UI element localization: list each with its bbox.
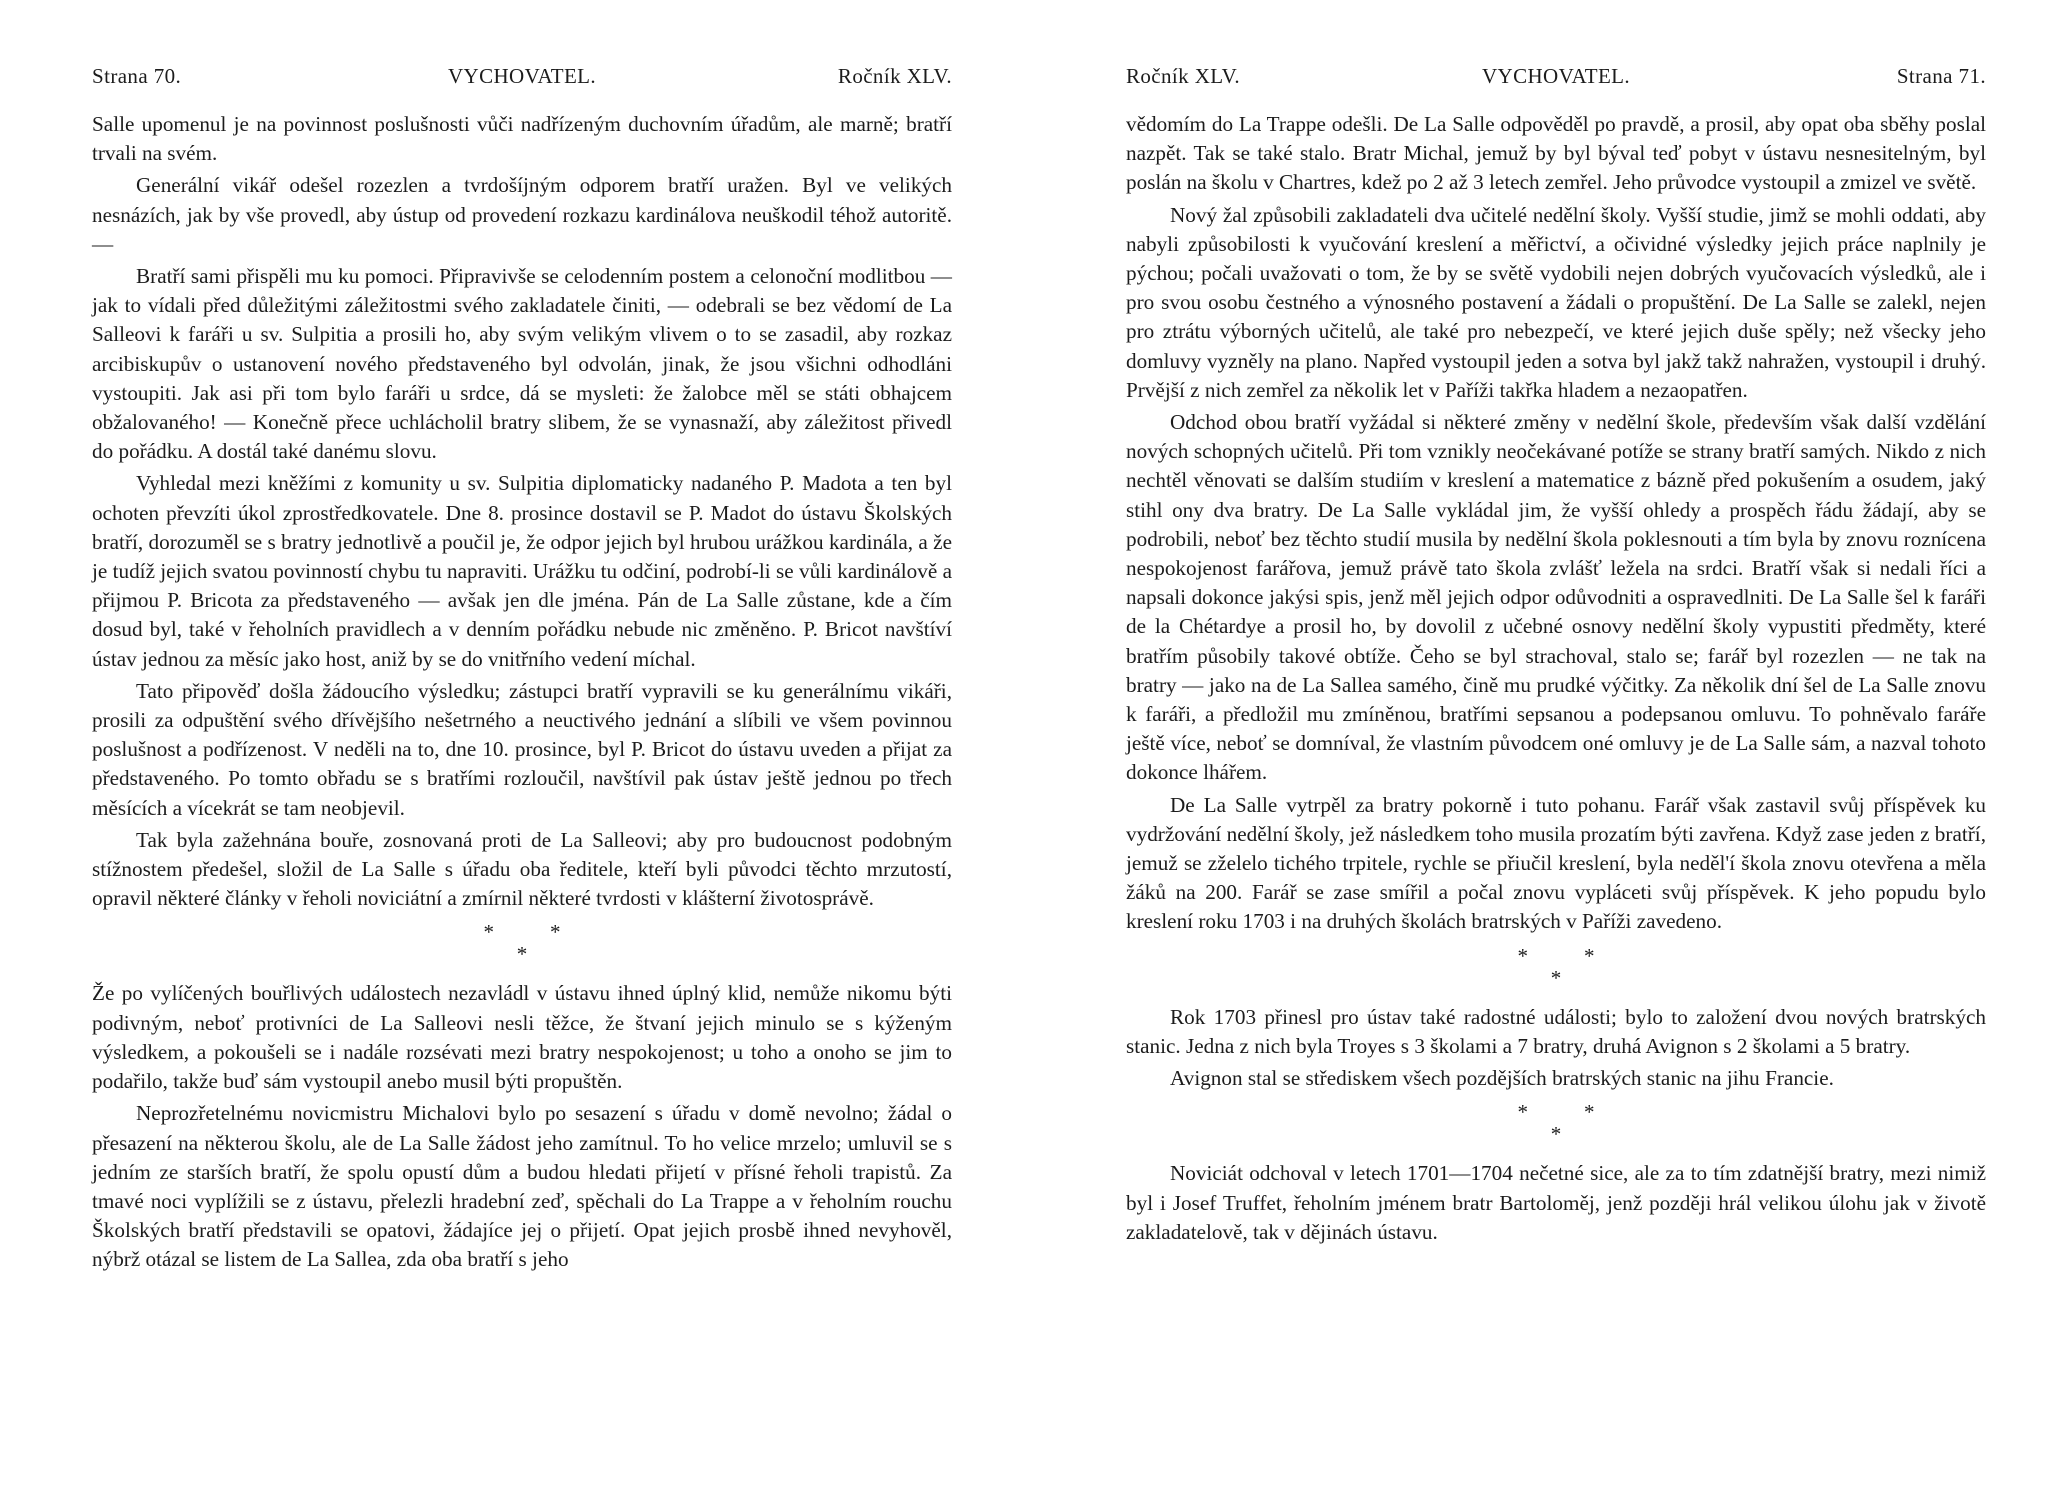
left-running-head (92, 60, 952, 100)
paragraph: Odchod obou bratří vyžádal si některé změny v nedělní škole, především však další vzdělání nových schopných učitelů. Při tom vznikly neočekávané potíže se strany bratří samých. Nikdo z nich nechtěl věnovati se dalším studiím v kreslení a matematice z bázně před pokušením a osudem, jaký stihl ony dva bratry. De La Salle vykládal jim, že vyšší ohledy a prospěch řádu žádají, aby se podrobili, neboť bez těchto studií musila by nedělní škola poklesnouti a tím byla by znovu roznícena nespokojenost farářova, jemuž právě tato škola zvlášť ležela na srdci. Bratří však si nedali říci a napsali dokonce jakýsi spis, jenž měl jejich odpor odůvodniti a ospravedlniti. De La Salle šel k faráři de la Chétardye a prosil ho, by dovolil z učebné osnovy nedělní školy vypustiti předměty, které bratřím působily takové obtíže. Čeho se byl strachoval, stalo se; farář byl rozezlen — ne tak na bratry — jako na de La Sallea samého, čině mu prudké výčitky. Za několik dní šel de La Salle znovu k faráři, a předložil mu zmíněnou, bratřími sepsanou a podepsanou omluvu. To pohněvalo faráře ještě více, neboť se domníval, že vlastním původcem oné omluvy je de La Salle sám, a nazval tohoto dokonce lhářem. (1126, 410, 1986, 785)
right-page (1126, 60, 1986, 1480)
left-body (92, 110, 952, 1275)
paragraph: De La Salle vytrpěl za bratry pokorně i tuto pohanu. Farář však zastavil svůj příspěvek ku vydržování nedělní školy, jež následkem toho musila prozatím býti zavřena. Když zase jeden z bratří, jemuž se zželelo tichého trpitele, rychle se přiučil kreslení, byla neděl'í škola znovu otevřena a měla žáků na 200. Farář se zase smířil a počal znovu vypláceti svůj příspěvek. K jeho popudu bylo kreslení roku 1703 i na druhých školách bratrských v Paříži zavedeno. (1126, 792, 1986, 934)
paragraph: Nový žal způsobili zakladateli dva učitelé nedělní školy. Vyšší studie, jimž se mohli oddati, aby nabyli způsobilosti k vyučování kreslení a měřictví, a očividné výsledky jejich práce naplnily je pýchou; počali uvažovati o tom, že by se světě vydobili nejen dobrých vyučovacích výsledků, ale i pro svou osobu čestného a výnosného postavení a žádali o propuštění. De La Salle se zalekl, nejen pro ztrátu výborných učitelů, ale také pro nebezpečí, ve které jejich duše spěly; než všecky jeho domluvy vyzněly na plano. Napřed vystoupil jeden a sotva byl jakž takž nahražen, vystoupil i druhý. Prvější z nich zemřel za několik let v Paříži takřka hladem a nezaopatřen. (1126, 202, 1986, 402)
left-journal-title: VYCHOVATEL. (447, 64, 597, 88)
separator-star: * (483, 920, 494, 945)
right-running-head (1126, 60, 1986, 100)
separator-star: * (1517, 1100, 1528, 1125)
separator-star: * (1550, 965, 1562, 990)
paragraph: Noviciát odchoval v letech 1701—1704 nečetné sice, ale za to tím zdatnější bratry, mezi nimiž byl i Josef Truffet, řeholním jménem bratr Bartoloměj, jenž později hrál velikou úlohu jak v životě zakladatelově, tak v dějinách ústavu. (1126, 1161, 1986, 1244)
paragraph: Neprozřetelnému novicmistru Michalovi bylo po sesazení s úřadu v domě nevolno; žádal o přesazení na některou školu, ale de La Salle žádost jeho zamítnul. To ho velice mrzelo; umluvil se s jedním ze starších bratří, že spolu opustí dům a budou hledati přijetí v přísné řeholi trapistů. Za tmavé noci vyplížili se z ústavu, přelezli hradební zeď, spěchali do La Trappe a v řeholním rouchu Školských bratří představili se opatovi, žádajíce jej o přijetí. Opat jejich prosbě ihned nevyhověl, nýbrž otázal se listem de La Sallea, zda oba bratří s jeho (92, 1101, 952, 1272)
section-separator (92, 921, 952, 965)
paragraph: Bratří sami přispěli mu ku pomoci. Připravivše se celodenním postem a celonoční modlitbou — jak to vídali před důležitými záležitostmi svého zakladatele činiti, — odebrali se bez vědomí de La Salleovi k faráři u sv. Sulpitia a prosili ho, aby svým velikým vlivem o to se zasadil, aby rozkaz arcibiskupův o ustanovení nového představeného byl odvolán, jinak, že jsou všichni odhodláni vystoupiti. Jak asi při tom bylo faráři u srdce, dá se mysleti: že žalobce měl se státi obhajcem obžalovaného! — Konečně přece uchlácholil bratry slibem, že se vynasnaží, aby záležitost přivedl do pořádku. A dostál také danému slovu. (92, 264, 952, 464)
paragraph: vědomím do La Trappe odešli. De La Salle odpověděl po pravdě, a prosil, aby opat oba sběhy poslal nazpět. Tak se také stalo. Bratr Michal, jemuž by byl býval teď pobyt v ústavu nesnesitelným, byl poslán na školu v Chartres, kdež po 2 až 3 letech zemřel. Jeho průvodce vystoupil a zmizel ve světě. (1126, 112, 1986, 195)
section-separator (1126, 1101, 1986, 1145)
separator-star: * (550, 920, 561, 945)
paragraph: Že po vylíčených bouřlivých událostech nezavládl v ústavu ihned úplný klid, nemůže nikomu býti podivným, neboť protivníci de La Salleovi nesli těžce, že štvaní jejich minulo se s kýženým výsledkem, a pokoušeli se i nadále rozsévati mezi bratry nespokojenost; u toho a onoho se jim to podařilo, takže buď sám vystoupil anebo musil býti propuštěn. (92, 981, 952, 1094)
paragraph: Rok 1703 přinesl pro ústav také radostné události; bylo to založení dvou nových bratrských stanic. Jedna z nich byla Troyes s 3 školami a 7 bratry, druhá Avignon s 2 školami a 5 bratry. (1126, 1004, 1986, 1058)
separator-star: * (1584, 1100, 1595, 1125)
paragraph: Avignon stal se střediskem všech pozdějších bratrských stanic na jihu Francie. (1170, 1066, 1834, 1091)
left-page (92, 60, 952, 1480)
paragraph: Generální vikář odešel rozezlen a tvrdošíjným odporem bratří uražen. Byl ve velikých nesnázích, jak by vše provedl, aby ústup od provedení rozkazu kardinálova neuškodil téhož autoritě. — (92, 173, 952, 256)
right-page-number: Strana 71. (1896, 64, 1986, 88)
separator-star: * (516, 942, 528, 967)
paragraph: Tato připověď došla žádoucího výsledku; zástupci bratří vypravili se ku generálnímu vikáři, prosili za odpuštění svého dřívějšího nešetrného a neuctivého jednání a slíbili ve všem povinnou poslušnost a podřízenost. V neděli na to, dne 10. prosince, byl P. Bricot do ústavu uveden a přijat za představeného. Po tomto obřadu se s bratřími rozloučil, navštívil pak ústav ještě jednou po třech měsících a vícekrát se tam neobjevil. (92, 678, 952, 820)
right-journal-title: VYCHOVATEL. (1481, 64, 1631, 88)
paragraph: Salle upomenul je na povinnost poslušnosti vůči nadřízeným duchovním úřadům, ale marně; bratří trvali na svém. (92, 112, 952, 166)
left-page-number: Strana 70. (92, 64, 182, 88)
separator-star: * (1517, 943, 1528, 968)
left-volume: Ročník XLV. (837, 64, 952, 88)
section-separator (1126, 945, 1986, 989)
separator-star: * (1550, 1122, 1562, 1147)
paragraph: Vyhledal mezi kněžími z komunity u sv. Sulpitia diplomaticky nadaného P. Madota a ten byl ochoten převzíti úkol zprostředkovatele. Dne 8. prosince dostavil se P. Madot do ústavu Školských bratří, dorozuměl se s bratry jednotlivě a poučil je, že odpor jejich byl hrubou urážkou kardinála, a že je tudíž jejich svatou povinností chybu tu napraviti. Urážku tu odčiní, podrobí-li se vůli kardinálově a přijmou P. Bricota za představeného — avšak jen dle jména. Pán de La Salle zůstane, kde a čím dosud byl, také v řeholních pravidlech a v denním pořádku nebude nic změněno. P. Bricot navštíví ústav jednou za měsíc jako host, aniž by se do vnitřního vedení míchal. (92, 471, 952, 671)
right-volume: Ročník XLV. (1126, 64, 1241, 88)
right-body (1126, 110, 1986, 1247)
separator-star: * (1584, 943, 1595, 968)
paragraph: Tak byla zažehnána bouře, zosnovaná proti de La Salleovi; aby pro budoucnost podobným stížnostem předešel, složil de La Salle s úřadu oba ředitele, kteří byli původci těchto mrzutostí, opravil některé články v řeholi noviciátní a zmírnil některé tvrdosti v klášterní životosprávě. (92, 827, 952, 911)
